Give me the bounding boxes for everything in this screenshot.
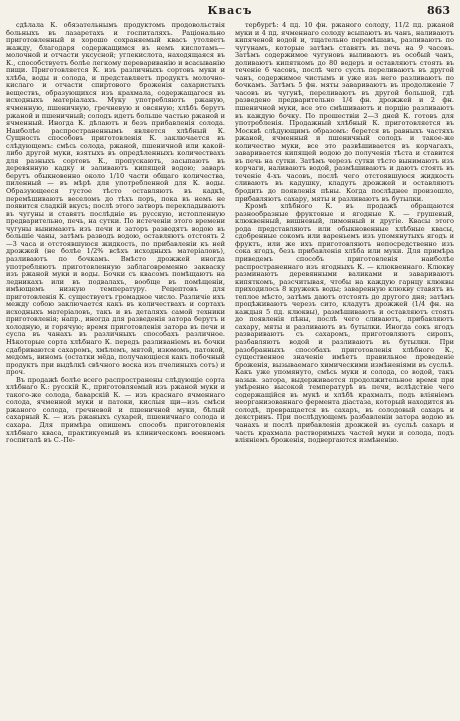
paragraph: Кромѣ хлѣбного К. въ продажѣ обращаются разнообразные фруктовые и ягодные К. — грушевый, клюквенный, вишневый, лимонный и другіе. Квасы этого рода представляютъ или обыкновенные хлѣбные квасы, сдобренные сокомъ или вареньемъ изъ упомянутыхъ ягодъ и фруктъ, или же ихъ приготовляютъ непосредственно изъ сока ягодъ, безъ прибавленія хлѣба или муки. Для примѣра приведемъ способъ приготовленія наиболѣе распространеннаго изъ ягодныхъ К. — клюквеннаго. Клюкву разминаютъ деревянными валиками и завариваютъ кипяткомъ, разсчитывая, чтобы на каждую гарнцу клюквы приходилось 8 кружекъ воды; заваренную клюкву ставятъ въ теплое мѣсто, затѣмъ даютъ отстоять до другого дня; затѣмъ процѣживаютъ черезъ сито, кладутъ дрожжей (1/4 фн. на каждыя 5 пд. клюквы), размѣшиваютъ и оставляютъ стоять до появленія пѣны, послѣ чего сливаютъ, прибавляютъ сахару, мяты и разливаютъ въ бутылки. Иногда сокъ ягодъ развариваютъ съ сахаромъ, приготовляютъ сиропъ, разбавляютъ водой и разливаютъ въ бутылки. При разобранныхъ способахъ приготовленія хлѣбного К., существенное значеніе имѣетъ правильное проведеніе броженія, вызываемаго химическими измѣненіями въ сусльѣ. Какъ уже упомянуто, смѣсь муки и солода, со водой, такъ назыв. затора, выдерживается продолжительное время при умѣренно высокой температурѣ въ печи, вслѣдствіе чего содержащійся въ мукѣ и хлѣбѣ крахмалъ, подъ вліяніемъ неорганизованнаго фермента діастаза, который находится въ солодѣ, превращается въ сахаръ, въ солодовый сахаръ и декстринъ. При послѣдующемъ разбавленіи затора водою въ чанахъ и послѣ прибавленія дрожжей въ сусльѣ сахаръ и часть крахмала растворимыхъ частей муки и солода, подъ вліяніемъ броженія, подвергаются измѣненію. <box>235 202 454 445</box>
page-header <box>6 0 454 22</box>
left-column <box>6 22 225 717</box>
paragraph: тербургѣ: 4 пд. 10 фн. ржаного солоду, 11/2 пд. ржаной муки и 4 пд. ячменнаго солоду всыпаютъ въ чанъ, наливаютъ кипяченой водой и, тщательно перемѣшавъ, разливаютъ по чугунамъ, которые затѣмъ ставятъ въ печь на 9 часовъ. Затѣмъ содержимое чугуновъ выливаютъ въ особый чанъ, доливаютъ кипяткомъ до 80 ведеръ и оставляютъ стоять въ теченіе 6 часовъ, послѣ чего суслъ переливаютъ въ другой чанъ, содержимое чистымъ и уже изъ него разливаютъ по бочкамъ. Затѣмъ 5 фн. мяты завариваютъ въ продолженіе 7 часовъ въ чугунѣ, переливаютъ въ другой большой, гдѣ разведено предварительно 1/4 фн. дрожжей и 2 фн. пшеничной муки, все это смѣшиваютъ и порцію разливаютъ въ каждую бочку. По прошествіи 2—3 дней К. готовъ для употребленія. Продажный хлѣбный К. приготовляется въ Москвѣ слѣдующимъ образомъ: берется въ равныхъ частяхъ ржаной, ячменный и пшеничный солодъ и такое-же количество муки, все это развѣшивается въ корчагахъ, заваривается кипящей водою до полученія тѣста и ставится въ печь на сутки. Затѣмъ черезъ сутки тѣсто вынимаютъ изъ корчаги, наливаютъ водой, размѣшиваютъ и даютъ стоять въ теченіе 4-хъ часовъ, послѣ чего отстоявшуюся жидкость сливаютъ въ кадушку, кладутъ дрожжей и оставляютъ бродить до появленія пѣны. Когда послѣднее произошло, прибавляютъ сахару, мяты и разливаютъ въ бутылки. <box>235 22 454 203</box>
right-column <box>235 22 454 717</box>
text-columns <box>6 22 454 717</box>
running-title: Квасъ <box>207 4 253 17</box>
page-number: 863 <box>427 4 450 17</box>
paragraph: сдѣлала К. обязательнымъ продуктомъ продовольствія больныхъ въ лазаретахъ и госпиталяхъ. Раціонально приготовленный и хорошо сохраняемый квасъ утоляетъ жажду, благодаря содержащимся въ немъ кислотамъ—молочной и отчасти уксусной; углекислота, находящаяся въ К., способствуетъ болѣе легкому перевариванію и всасыванію пищи. Приготовляется К. изъ различныхъ сортовъ муки и хлѣба, воды и солода, и представляетъ продуктъ молочно-кислаго и отчасти спиртового броженія сахаристыхъ веществъ, образующихся изъ крахмала, содержащагося въ исходныхъ матеріалахъ. Муку употребляютъ ржаную, ячменную, пшеничную, гречневую и овсяную; хлѣбъ берутъ ржаной и пшеничный; солодъ идетъ больше частью ржаной и ячменный. Иногда К. дѣлаютъ и безъ прибавленія солода. Наиболѣе распространеннымъ является хлѣбный К. Сущность способовъ приготовленія К. заключается въ слѣдующемъ: смѣсь солода, ржаной, пшеничной или какой-либо другой муки, взятыхъ въ опредѣленныхъ количествахъ для разныхъ сортовъ К., пропускаютъ, засыпаютъ въ деревянную кадку и заливаютъ кипящей водою; заваръ берутъ обыкновенно около 1/10 части общаго количества, пиленный — въ мѣрѣ для употребленной для К. воды. Образующееся густое тѣсто оставляютъ въ кадкѣ, перемѣшиваютъ веселомъ до тѣхъ поръ, пока въ немъ не появится сладкій вкусъ; послѣ этого затворъ перекладываютъ въ чугуны и ставятъ послѣдніе въ русскую, истопленную предварительно, печь, на сутки. По истеченіи этого времени чугуны вынимаютъ изъ печи и заторъ разводятъ водою въ большіе чаны, затѣмъ разводъ водою, оставляютъ отстоять 2—3 часа и отстоявшуюся жидкость, по прибавленіи къ ней дрожжей (не болѣе 1/2% всѣхъ исходныхъ матеріаловъ), разливаютъ по бочкамъ. Вмѣсто дрожжей иногда употребляютъ приготовленную заблаговременно закваску изъ ржаной муки и воды. Бочки съ квасомъ помѣщаютъ на ледникахъ или въ подвалахъ, вообще въ помѣщеніи, имѣющемъ низкую температуру. Рецептовъ для приготовленія К. существуетъ громадное число. Различіе ихъ между собою заключается какъ въ количествахъ и сортахъ исходныхъ матеріаловъ, такъ и въ деталяхъ самой техники приготовленія; напр., иногда для разведенія затора берутъ и холодную, и горячую; время приготовленія затора въ печи и сусла въ чанахъ въ различныхъ способахъ различное. Нѣкоторые сорта хлѣбнаго К. передъ разливаніемъ въ бочки сдабриваются сахаромъ, хмѣлемъ, мятой, изюмомъ, патокой, медомъ, виномъ (остатки мёда, получающіеся какъ побочный продуктъ при выдѣлкѣ свѣчного воска изъ пчелиныхъ сотъ) и проч. <box>6 22 225 377</box>
paragraph: Въ продажѣ болѣе всего распространены слѣдующіе сорта хлѣбнаго К.: русскій К., приготовляемый изъ ржаной муки и такого-же солода, баварскій К. — изъ краснаго ячменнаго солода, ячменной муки и патоки, кислыя щи—изъ смѣси ржаного солода, гречневой и пшеничной муки, бѣлый сахарный К. — изъ ржаныхъ сухарей, пшеничнаго солода и сахара. Для примѣра опишемъ способъ приготовленія хлѣбнаго кваса, практикуемый въ клиническомъ военномъ госпиталѣ въ С.-Пе- <box>6 375 225 445</box>
